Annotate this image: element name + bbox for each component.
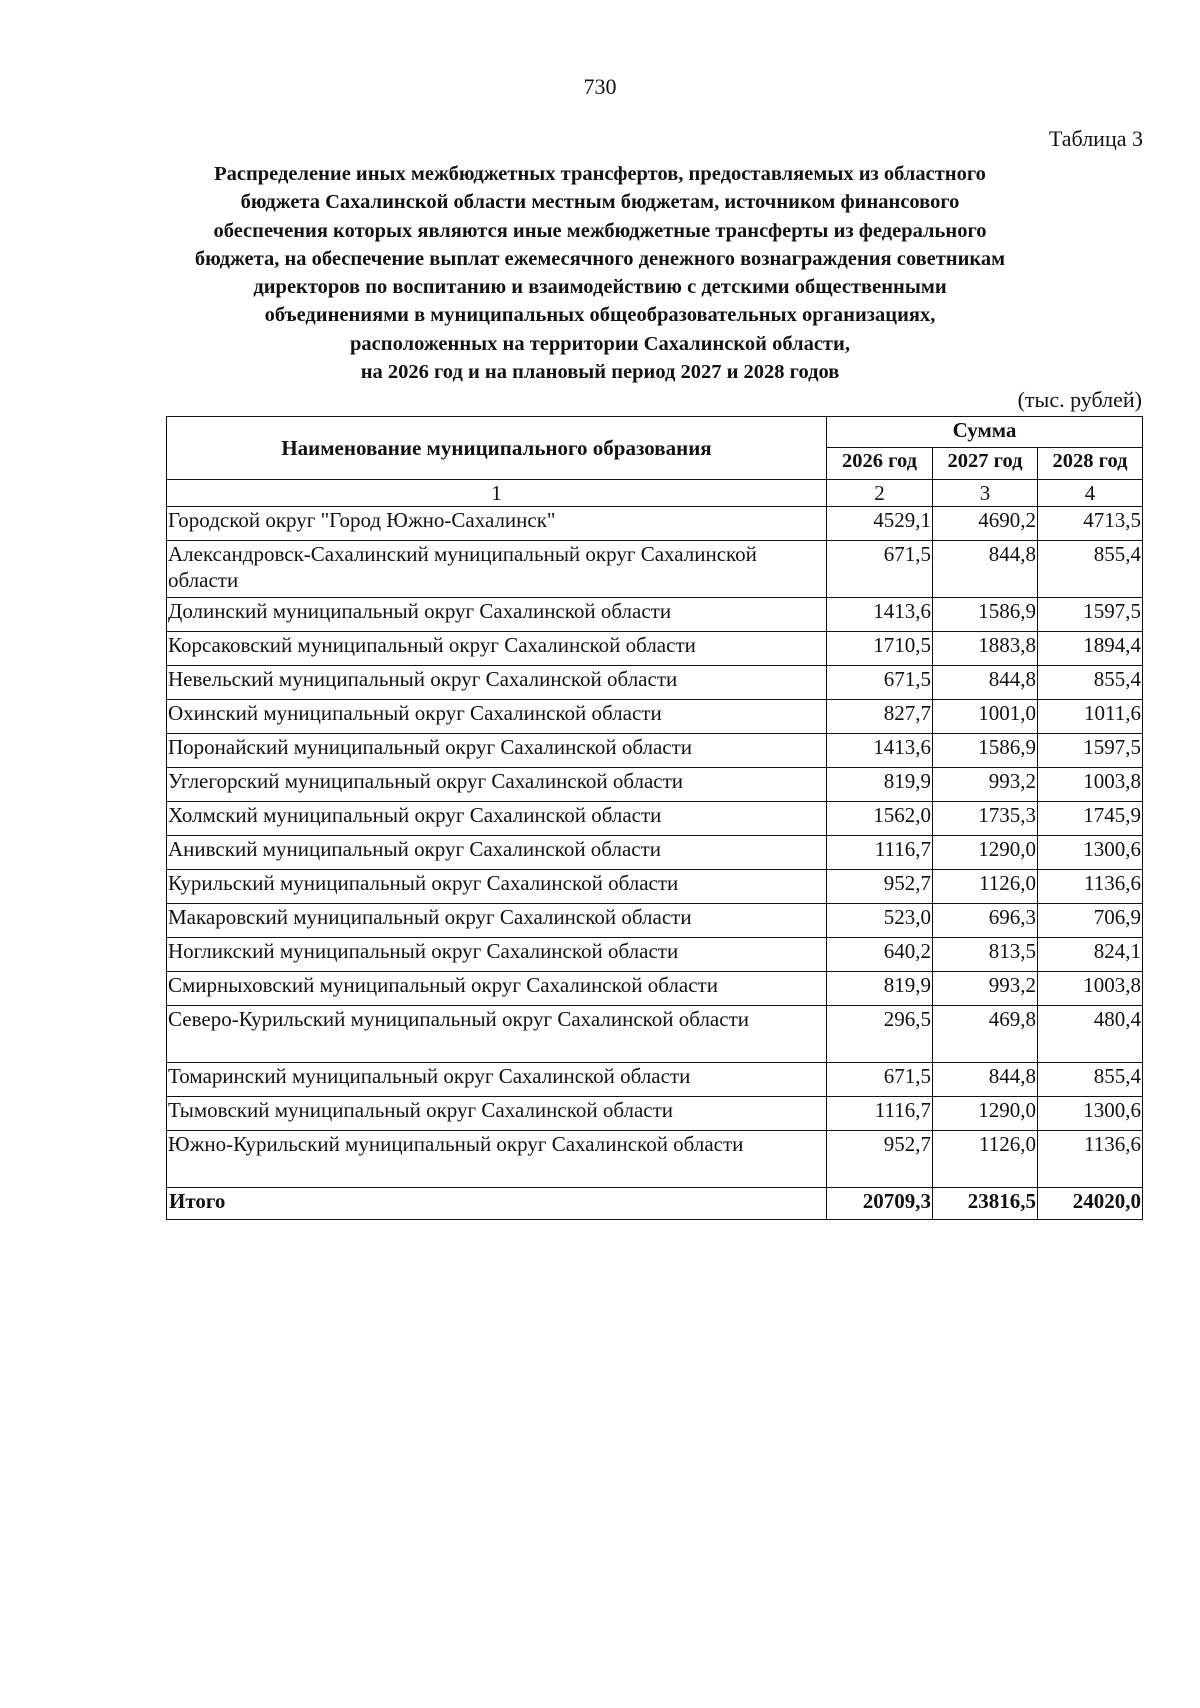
value-2026: 1710,5 bbox=[827, 632, 933, 666]
table-row bbox=[167, 904, 1143, 938]
table-row bbox=[167, 507, 1143, 541]
title-line: директоров по воспитанию и взаимодействию с детскими общественными bbox=[253, 276, 947, 299]
table-row bbox=[167, 972, 1143, 1006]
table-label: Таблица 3 bbox=[1048, 126, 1143, 151]
value-2026: 1413,6 bbox=[827, 734, 933, 768]
header-row bbox=[167, 417, 1143, 448]
value-2028: 1745,9 bbox=[1038, 802, 1143, 836]
header-sum-cell: Сумма bbox=[827, 417, 1143, 448]
value-2026: 1116,7 bbox=[827, 836, 933, 870]
value-2027: 1586,9 bbox=[933, 734, 1038, 768]
value-2028: 1300,6 bbox=[1038, 1097, 1143, 1131]
value-2027: 813,5 bbox=[933, 938, 1038, 972]
title-line: бюджета, на обеспечение выплат ежемесячного денежного вознаграждения советникам bbox=[194, 247, 1006, 270]
value-2027: 844,8 bbox=[933, 1063, 1038, 1097]
header-year-2027: 2027 год bbox=[933, 448, 1038, 480]
value-2028: 855,4 bbox=[1038, 1063, 1143, 1097]
value-2026: 952,7 bbox=[827, 870, 933, 904]
total-label: Итого bbox=[167, 1188, 827, 1220]
municipality-name: Северо-Курильский муниципальный округ Сахалинской области bbox=[167, 1006, 827, 1063]
value-2027: 993,2 bbox=[933, 768, 1038, 802]
table-row bbox=[167, 734, 1143, 768]
total-2027: 23816,5 bbox=[933, 1188, 1038, 1220]
table-row bbox=[167, 541, 1143, 598]
municipality-name: Макаровский муниципальный округ Сахалинской области bbox=[167, 904, 827, 938]
document-title bbox=[150, 160, 1050, 386]
municipality-name: Ногликский муниципальный округ Сахалинской области bbox=[167, 938, 827, 972]
value-2028: 1300,6 bbox=[1038, 836, 1143, 870]
value-2027: 1001,0 bbox=[933, 700, 1038, 734]
municipality-name: Томаринский муниципальный округ Сахалинской области bbox=[167, 1063, 827, 1097]
value-2027: 696,3 bbox=[933, 904, 1038, 938]
value-2028: 1597,5 bbox=[1038, 598, 1143, 632]
value-2028: 1003,8 bbox=[1038, 972, 1143, 1006]
value-2027: 1290,0 bbox=[933, 1097, 1038, 1131]
title-line: Распределение иных межбюджетных трансфертов, предоставляемых из областного bbox=[214, 163, 986, 185]
table-row bbox=[167, 1063, 1143, 1097]
municipality-name: Углегорский муниципальный округ Сахалинской области bbox=[167, 768, 827, 802]
table-row bbox=[167, 802, 1143, 836]
value-2027: 993,2 bbox=[933, 972, 1038, 1006]
column-number: 2 bbox=[827, 480, 933, 507]
transfers-table bbox=[166, 416, 1143, 1220]
value-2028: 1003,8 bbox=[1038, 768, 1143, 802]
value-2027: 1586,9 bbox=[933, 598, 1038, 632]
table-row bbox=[167, 632, 1143, 666]
value-2026: 952,7 bbox=[827, 1131, 933, 1188]
value-2028: 4713,5 bbox=[1038, 507, 1143, 541]
table-row bbox=[167, 598, 1143, 632]
header-name-cell: Наименование муниципального образования bbox=[167, 417, 827, 480]
title-line: на 2026 год и на плановый период 2027 и 2028 годов bbox=[360, 361, 840, 384]
municipality-name: Анивский муниципальный округ Сахалинской области bbox=[167, 836, 827, 870]
value-2027: 844,8 bbox=[933, 666, 1038, 700]
municipality-name: Смирныховский муниципальный округ Сахалинской области bbox=[167, 972, 827, 1006]
total-row bbox=[167, 1188, 1143, 1220]
table-row bbox=[167, 1006, 1143, 1063]
column-numbers-row bbox=[167, 480, 1143, 507]
value-2026: 819,9 bbox=[827, 768, 933, 802]
value-2028: 1136,6 bbox=[1038, 870, 1143, 904]
value-2026: 671,5 bbox=[827, 666, 933, 700]
title-line: расположенных на территории Сахалинской области, bbox=[350, 332, 850, 355]
value-2027: 469,8 bbox=[933, 1006, 1038, 1063]
municipality-name: Невельский муниципальный округ Сахалинской области bbox=[167, 666, 827, 700]
units-label: (тыс. рублей) bbox=[1017, 387, 1142, 412]
municipality-name: Корсаковский муниципальный округ Сахалинской области bbox=[167, 632, 827, 666]
municipality-name: Охинский муниципальный округ Сахалинской области bbox=[167, 700, 827, 734]
table-row bbox=[167, 836, 1143, 870]
value-2026: 671,5 bbox=[827, 541, 933, 598]
municipality-name: Тымовский муниципальный округ Сахалинской области bbox=[167, 1097, 827, 1131]
column-number: 4 bbox=[1038, 480, 1143, 507]
table-row bbox=[167, 1097, 1143, 1131]
value-2026: 4529,1 bbox=[827, 507, 933, 541]
value-2028: 706,9 bbox=[1038, 904, 1143, 938]
value-2026: 1562,0 bbox=[827, 802, 933, 836]
page-number: 730 bbox=[583, 74, 617, 99]
municipality-name: Александровск-Сахалинский муниципальный округ Сахалинской области bbox=[167, 541, 827, 598]
title-line: объединениями в муниципальных общеобразовательных организациях, bbox=[264, 304, 936, 327]
municipality-name: Курильский муниципальный округ Сахалинской области bbox=[167, 870, 827, 904]
title-line: обеспечения которых являются иные межбюджетные трансферты из федерального bbox=[213, 219, 987, 242]
value-2026: 827,7 bbox=[827, 700, 933, 734]
value-2026: 523,0 bbox=[827, 904, 933, 938]
value-2028: 855,4 bbox=[1038, 541, 1143, 598]
column-number: 3 bbox=[933, 480, 1038, 507]
municipality-name: Поронайский муниципальный округ Сахалинской области bbox=[167, 734, 827, 768]
municipality-name: Городской округ "Город Южно-Сахалинск" bbox=[167, 507, 827, 541]
header-year-2028: 2028 год bbox=[1038, 448, 1143, 480]
value-2027: 844,8 bbox=[933, 541, 1038, 598]
value-2026: 1116,7 bbox=[827, 1097, 933, 1131]
value-2027: 1735,3 bbox=[933, 802, 1038, 836]
value-2027: 4690,2 bbox=[933, 507, 1038, 541]
table-row bbox=[167, 666, 1143, 700]
value-2028: 824,1 bbox=[1038, 938, 1143, 972]
total-2028: 24020,0 bbox=[1038, 1188, 1143, 1220]
value-2027: 1290,0 bbox=[933, 836, 1038, 870]
value-2028: 1011,6 bbox=[1038, 700, 1143, 734]
table-row bbox=[167, 1131, 1143, 1188]
value-2028: 480,4 bbox=[1038, 1006, 1143, 1063]
value-2026: 640,2 bbox=[827, 938, 933, 972]
value-2028: 1894,4 bbox=[1038, 632, 1143, 666]
title-line: бюджета Сахалинской области местным бюджетам, источником финансового bbox=[240, 191, 960, 214]
value-2026: 671,5 bbox=[827, 1063, 933, 1097]
total-2026: 20709,3 bbox=[827, 1188, 933, 1220]
value-2026: 819,9 bbox=[827, 972, 933, 1006]
value-2027: 1883,8 bbox=[933, 632, 1038, 666]
table-row bbox=[167, 938, 1143, 972]
municipality-name: Долинский муниципальный округ Сахалинской области bbox=[167, 598, 827, 632]
municipality-name: Холмский муниципальный округ Сахалинской области bbox=[167, 802, 827, 836]
value-2028: 1597,5 bbox=[1038, 734, 1143, 768]
value-2026: 1413,6 bbox=[827, 598, 933, 632]
column-number: 1 bbox=[167, 480, 827, 507]
value-2026: 296,5 bbox=[827, 1006, 933, 1063]
value-2028: 855,4 bbox=[1038, 666, 1143, 700]
table-row bbox=[167, 870, 1143, 904]
table-row bbox=[167, 700, 1143, 734]
header-year-2026: 2026 год bbox=[827, 448, 933, 480]
table-row bbox=[167, 768, 1143, 802]
municipality-name: Южно-Курильский муниципальный округ Сахалинской области bbox=[167, 1131, 827, 1188]
value-2027: 1126,0 bbox=[933, 870, 1038, 904]
value-2028: 1136,6 bbox=[1038, 1131, 1143, 1188]
value-2027: 1126,0 bbox=[933, 1131, 1038, 1188]
